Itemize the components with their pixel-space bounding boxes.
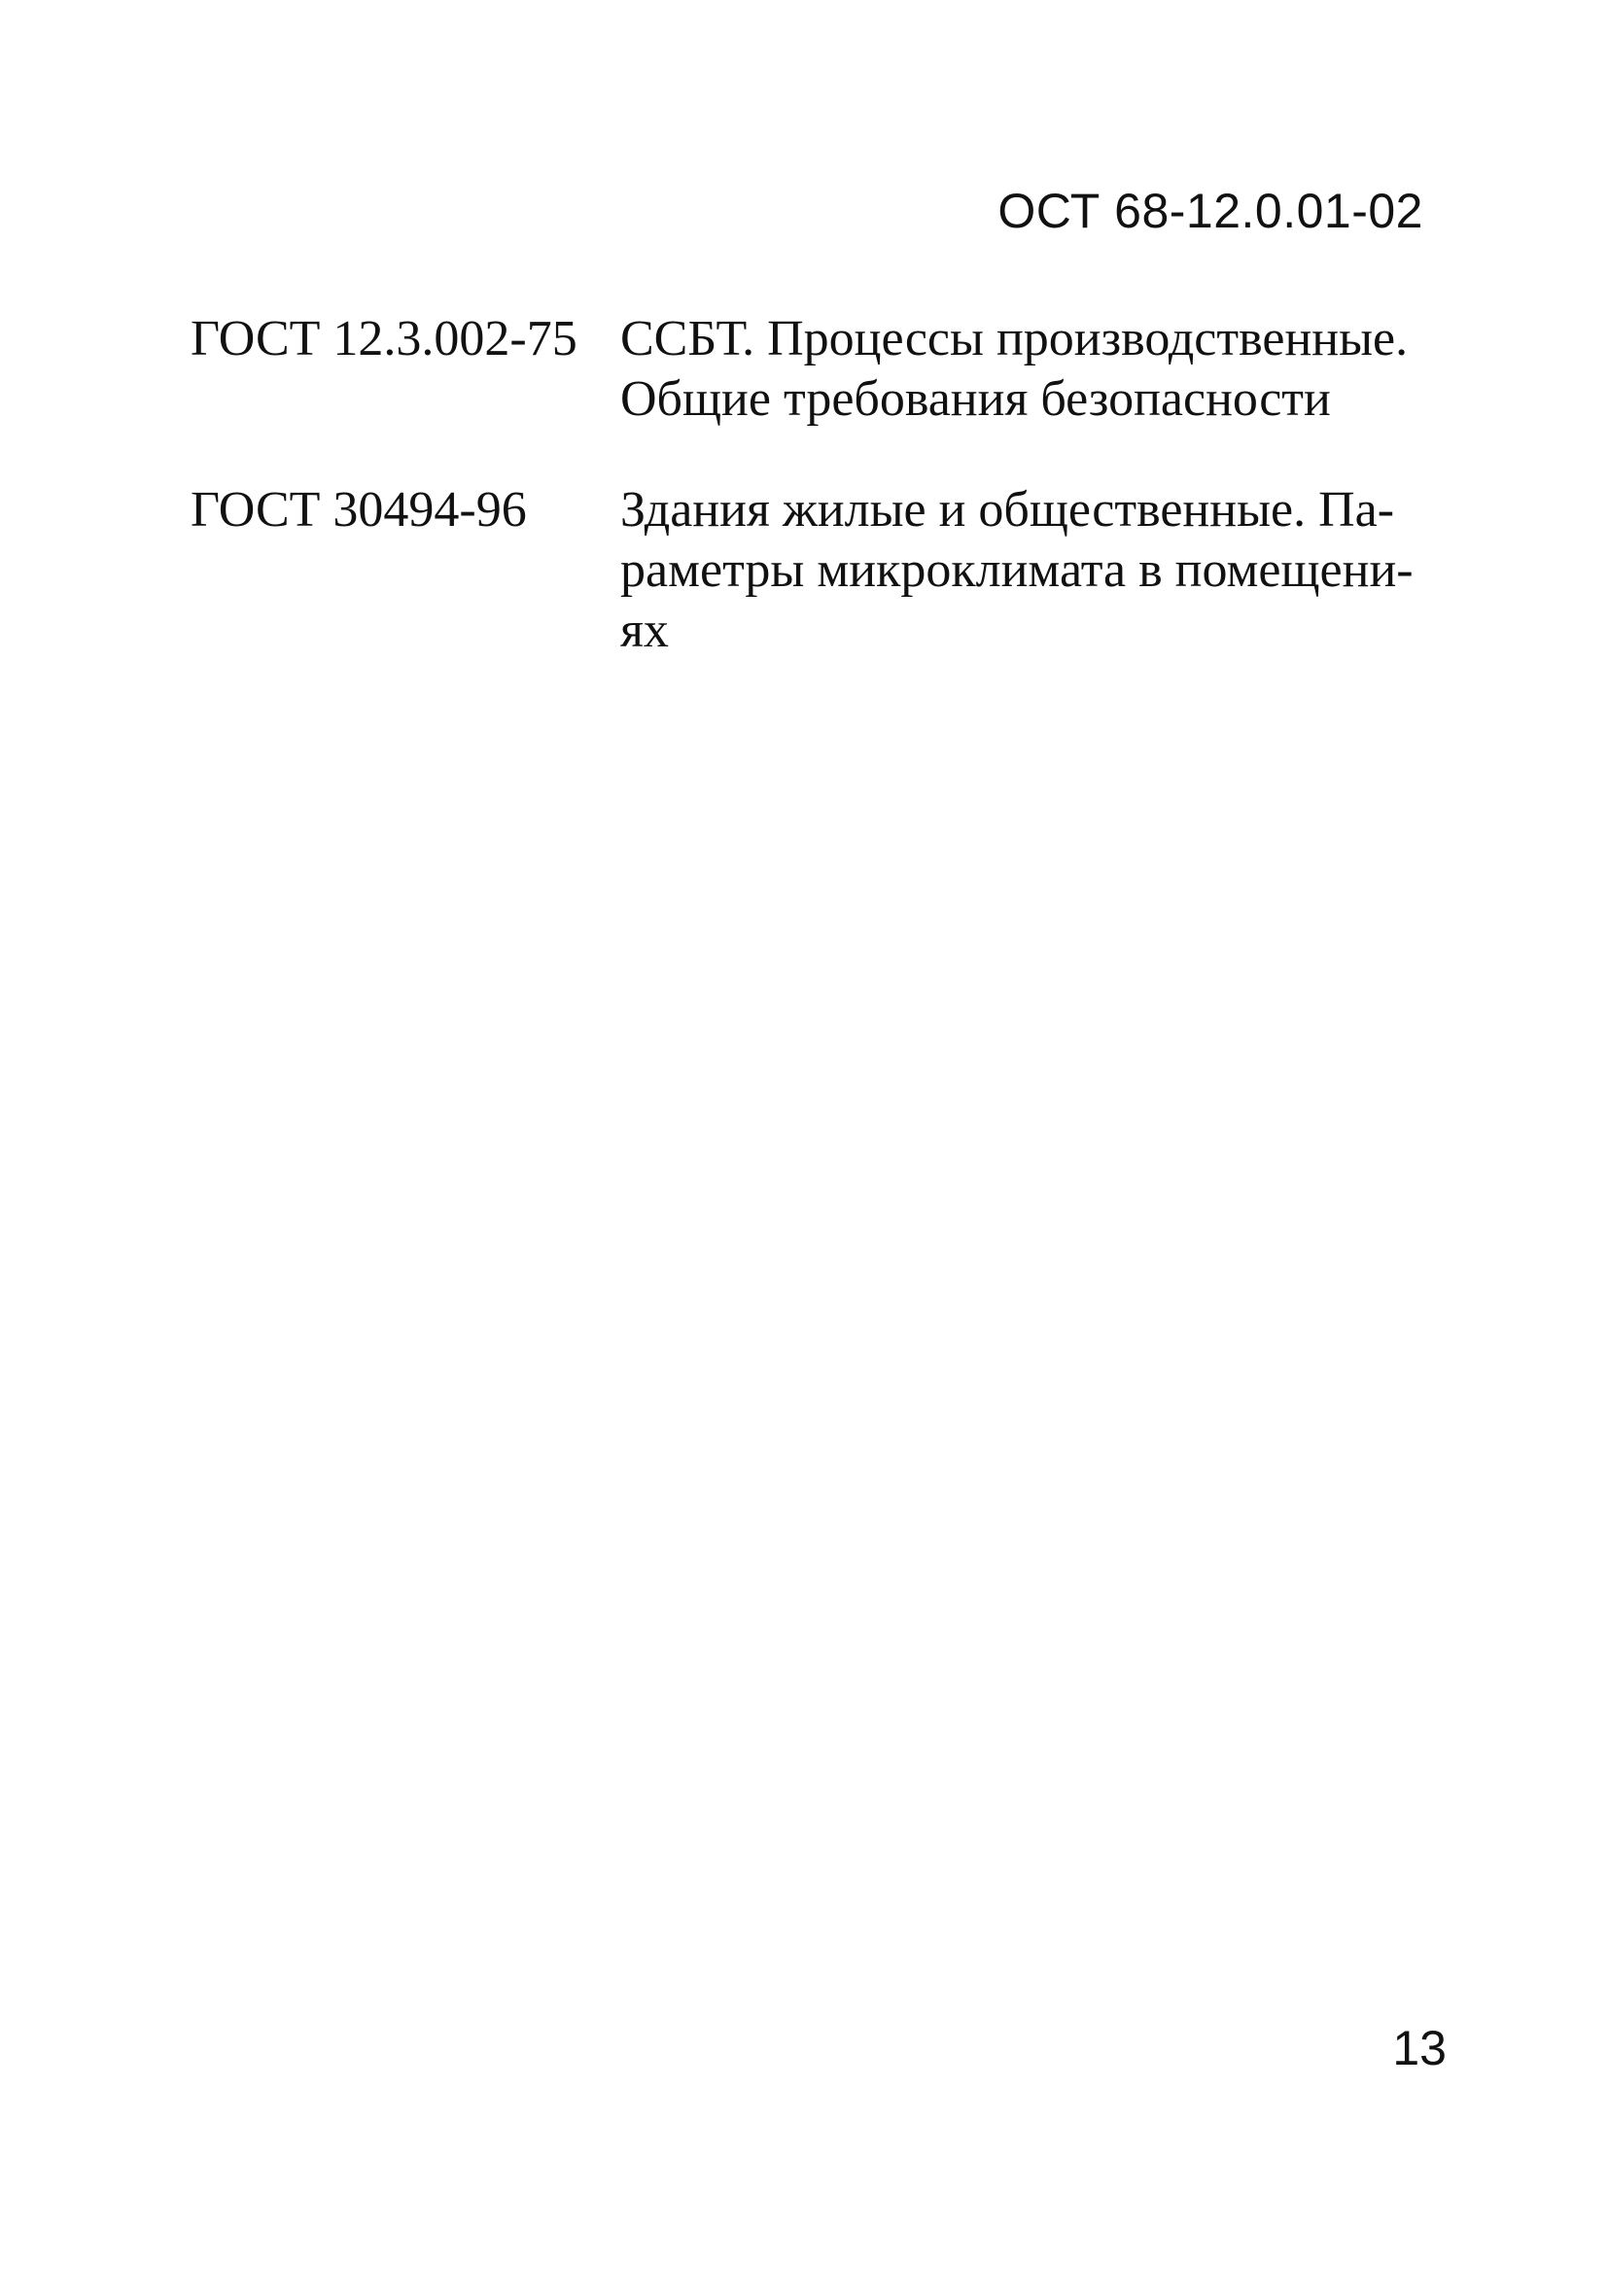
document-code: ОСТ 68-12.0.01-02 xyxy=(997,184,1423,238)
reference-title-line: Общие требования безопасности xyxy=(620,371,1331,427)
reference-row xyxy=(191,480,1416,661)
references-list xyxy=(191,309,1416,712)
page-number: 13 xyxy=(1392,2021,1447,2075)
reference-code: ГОСТ 30494-96 xyxy=(191,482,527,538)
reference-title-line: раметры микроклимата в помещени- xyxy=(620,542,1414,598)
reference-row xyxy=(191,309,1416,430)
reference-title xyxy=(620,480,1416,661)
reference-title xyxy=(620,309,1416,430)
reference-title-line: ССБТ. Процессы производственные. xyxy=(620,311,1409,366)
reference-title-line: Здания жилые и общественные. Па- xyxy=(620,482,1395,538)
reference-code: ГОСТ 12.3.002-75 xyxy=(191,311,577,366)
reference-title-line: ях xyxy=(620,603,669,658)
